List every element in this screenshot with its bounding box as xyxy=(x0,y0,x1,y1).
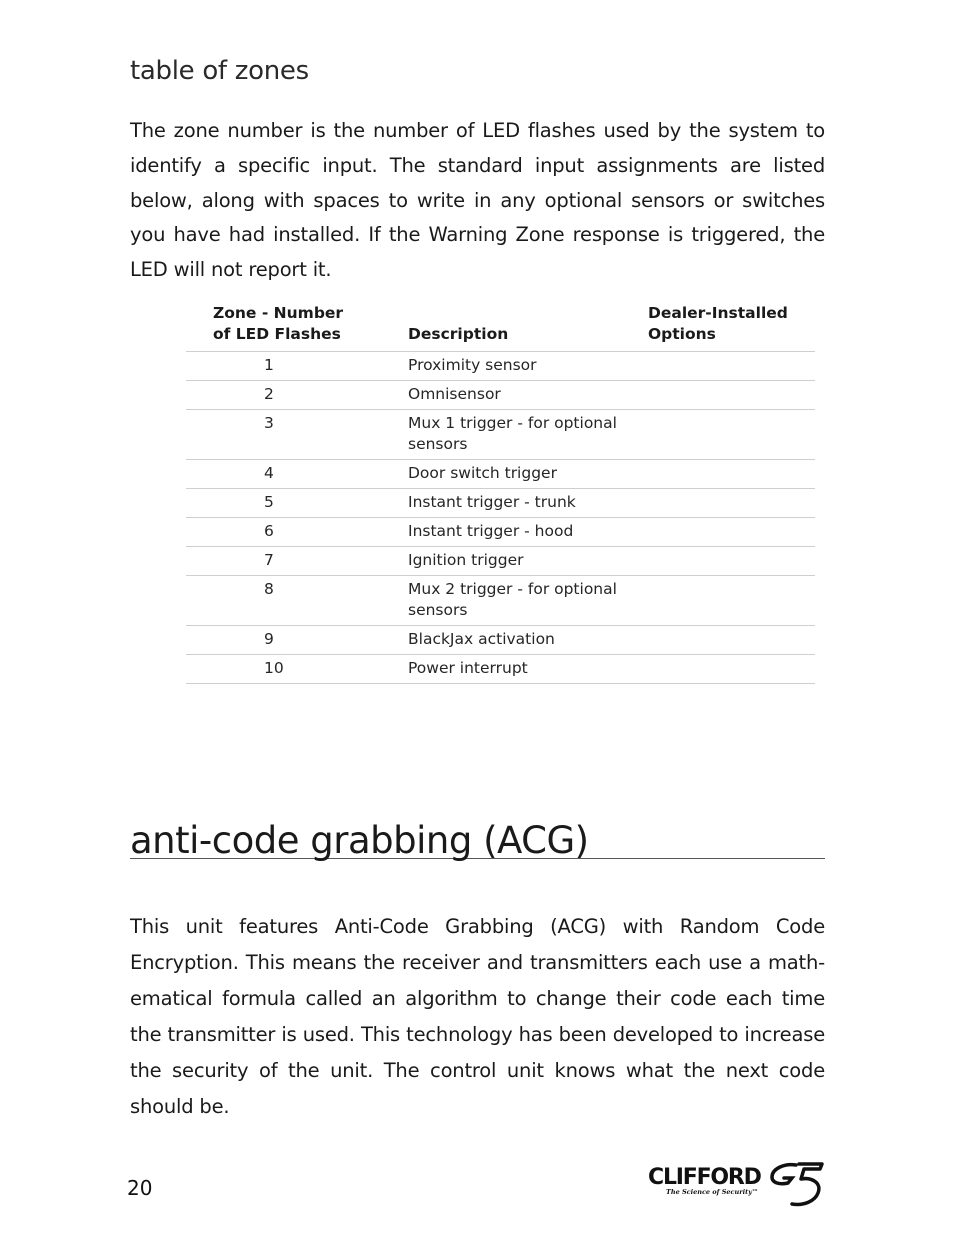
dealer-options-cell xyxy=(648,626,815,655)
zone-number-cell: 6 xyxy=(186,518,408,547)
table-row xyxy=(186,410,815,460)
zone-description-cell: Ignition trigger xyxy=(408,547,648,576)
page-number: 20 xyxy=(127,1176,153,1200)
section-heading: table of zones xyxy=(130,56,309,86)
zones-table xyxy=(186,303,815,684)
zone-number-cell: 3 xyxy=(186,410,408,460)
zone-number-cell: 2 xyxy=(186,381,408,410)
table-header-row xyxy=(186,303,815,352)
options-header-line-2: Options xyxy=(648,325,716,343)
zones-table-body xyxy=(186,352,815,684)
zone-description-cell: Proximity sensor xyxy=(408,352,648,381)
g5-emblem-icon xyxy=(766,1161,826,1207)
dealer-options-cell xyxy=(648,547,815,576)
zone-number-cell: 9 xyxy=(186,626,408,655)
dealer-options-cell xyxy=(648,460,815,489)
table-row xyxy=(186,381,815,410)
logo-tagline: The Science of Security™ xyxy=(666,1188,759,1196)
options-header-line-1: Dealer-Installed xyxy=(648,304,788,322)
options-column-header xyxy=(648,303,815,352)
zone-description-cell: Omnisensor xyxy=(408,381,648,410)
zone-description-cell: Power interrupt xyxy=(408,655,648,684)
logo-wordmark: CLIFFORD xyxy=(648,1165,761,1190)
table-row xyxy=(186,460,815,489)
zone-header-line-1: Zone - Number xyxy=(213,304,344,322)
dealer-options-cell xyxy=(648,410,815,460)
zone-column-header xyxy=(186,303,408,352)
zone-description-cell: Door switch trigger xyxy=(408,460,648,489)
acg-heading-rule xyxy=(130,818,825,862)
table-row xyxy=(186,518,815,547)
zone-header-line-2: of LED Flashes xyxy=(213,325,341,343)
zone-number-cell: 1 xyxy=(186,352,408,381)
intro-paragraph: The zone number is the number of LED flashes used by the system to identify a specific input. The standard input assignments are listed below, along with spaces to write in any optional sensors or switches you have had installed. If the Warning Zone response is triggered, the LED will not report it. xyxy=(130,119,825,282)
zone-number-cell: 8 xyxy=(186,576,408,626)
dealer-options-cell xyxy=(648,576,815,626)
zone-number-cell: 5 xyxy=(186,489,408,518)
dealer-options-cell xyxy=(648,352,815,381)
dealer-options-cell xyxy=(648,489,815,518)
description-column-header: Description xyxy=(408,303,648,352)
table-row xyxy=(186,547,815,576)
zone-number-cell: 7 xyxy=(186,547,408,576)
zone-number-cell: 10 xyxy=(186,655,408,684)
zone-description-cell: BlackJax activation xyxy=(408,626,648,655)
table-row xyxy=(186,489,815,518)
dealer-options-cell xyxy=(648,655,815,684)
dealer-options-cell xyxy=(648,381,815,410)
zone-description-cell: Instant trigger - hood xyxy=(408,518,648,547)
table-row xyxy=(186,626,815,655)
acg-paragraph: This unit features Anti-Code Grabbing (ACG) with Random Code Encryption. This means the receiver and transmitters each use a math-ematical formula called an algorithm to change their code each time the transmitter is used. This technology has been developed to increase the security of the unit. The control unit knows what the next code should be. xyxy=(130,915,825,1118)
zone-description-cell: Instant trigger - trunk xyxy=(408,489,648,518)
dealer-options-cell xyxy=(648,518,815,547)
zone-number-cell: 4 xyxy=(186,460,408,489)
zone-description-cell: Mux 1 trigger - for optional sensors xyxy=(408,410,648,460)
table-row xyxy=(186,352,815,381)
table-row xyxy=(186,576,815,626)
clifford-g5-logo xyxy=(648,1161,828,1209)
table-row xyxy=(186,655,815,684)
acg-heading: anti-code grabbing (ACG) xyxy=(130,819,589,862)
zone-description-cell: Mux 2 trigger - for optional sensors xyxy=(408,576,648,626)
